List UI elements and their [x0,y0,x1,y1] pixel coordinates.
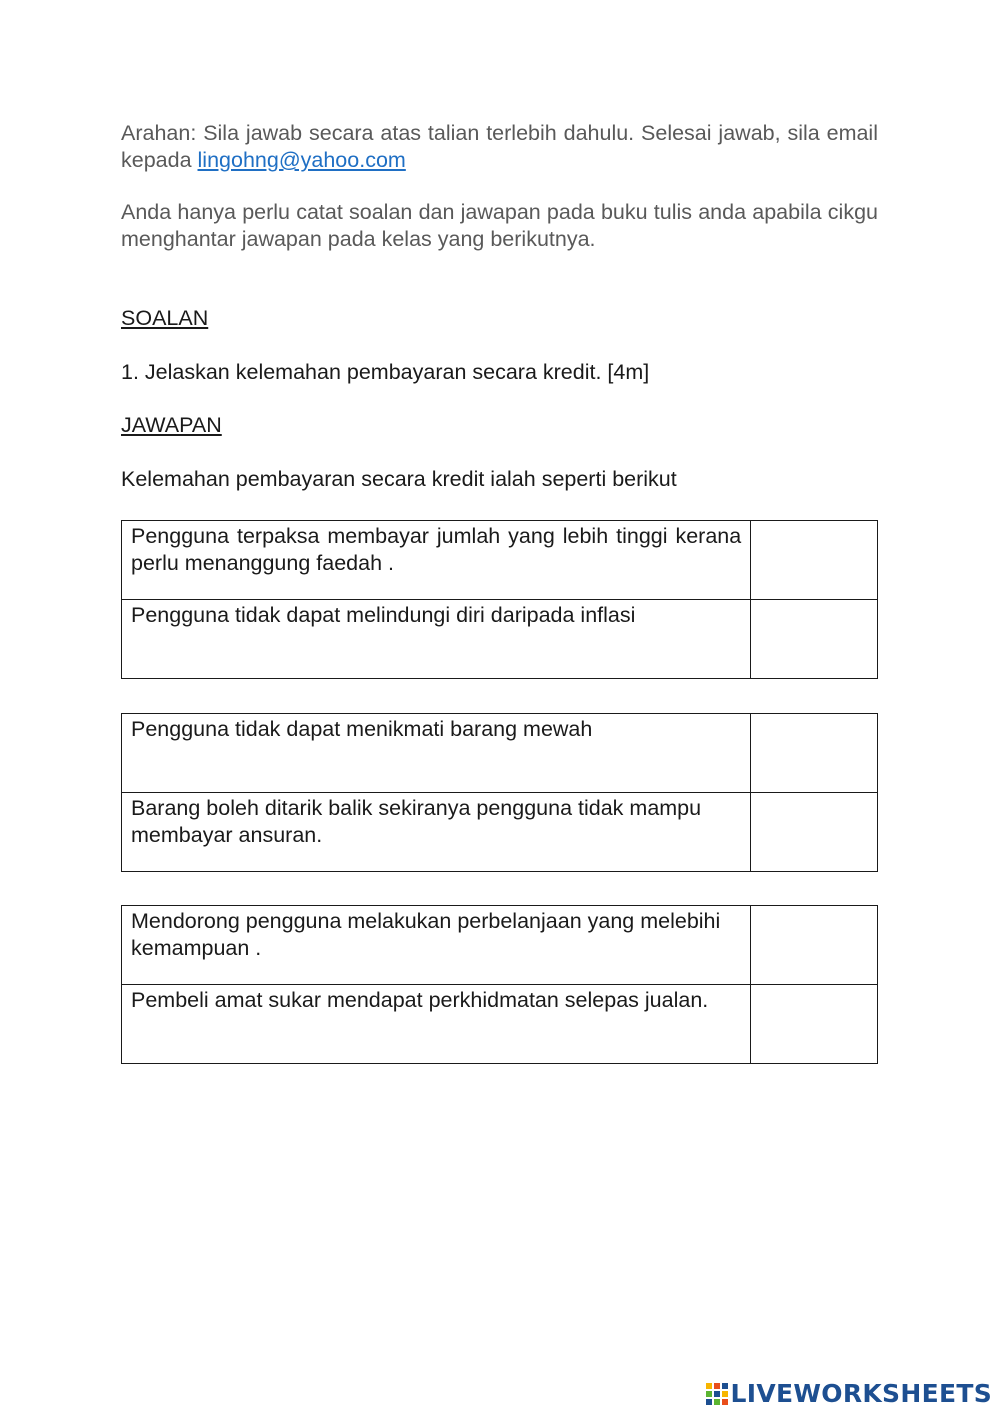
table-row [122,793,878,872]
liveworksheets-logo-icon [705,1382,729,1406]
statement-cell[interactable]: Pengguna tidak dapat menikmati barang mewah [122,714,751,793]
question-heading: SOALAN [121,306,209,330]
table-row [122,985,878,1064]
answer-drop-box[interactable] [751,793,878,872]
statement-cell[interactable]: Pengguna tidak dapat melindungi diri daripada inflasi [122,600,751,679]
note-paragraph: Anda hanya perlu catat soalan dan jawapan pada buku tulis anda apabila cikgu menghantar jawapan pada kelas yang berikutnya. [121,200,878,251]
statement-cell[interactable]: Pengguna terpaksa membayar jumlah yang lebih tinggi kerana perlu menanggung faedah . [122,521,751,600]
statement-cell[interactable]: Pembeli amat sukar mendapat perkhidmatan selepas jualan. [122,985,751,1064]
answer-drop-box[interactable] [751,521,878,600]
table-row [122,906,878,985]
answer-drop-box[interactable] [751,985,878,1064]
instructions-paragraph [121,120,878,174]
instructions-text: Arahan: Sila jawab secara atas talian terlebih dahulu. Selesai jawab, sila email kepada [121,121,878,172]
question-text: 1. Jelaskan kelemahan pembayaran secara kredit. [4m] [121,360,650,384]
brand-name: LIVEWORKSHEETS [730,1379,992,1408]
liveworksheets-logo [705,1381,992,1407]
email-link[interactable]: lingohng@yahoo.com [197,148,406,172]
answer-drop-box[interactable] [751,906,878,985]
answer-intro: Kelemahan pembayaran secara kredit ialah seperti berikut [121,467,677,491]
answer-table-3 [121,905,878,1064]
answer-table-1 [121,520,878,679]
table-row [122,600,878,679]
answer-drop-box[interactable] [751,600,878,679]
answer-table-2 [121,713,878,872]
table-row [122,521,878,600]
answer-drop-box[interactable] [751,714,878,793]
answer-heading: JAWAPAN [121,413,222,437]
statement-cell[interactable]: Barang boleh ditarik balik sekiranya pengguna tidak mampu membayar ansuran. [122,793,751,872]
statement-cell[interactable]: Mendorong pengguna melakukan perbelanjaan yang melebihi kemampuan . [122,906,751,985]
table-row [122,714,878,793]
